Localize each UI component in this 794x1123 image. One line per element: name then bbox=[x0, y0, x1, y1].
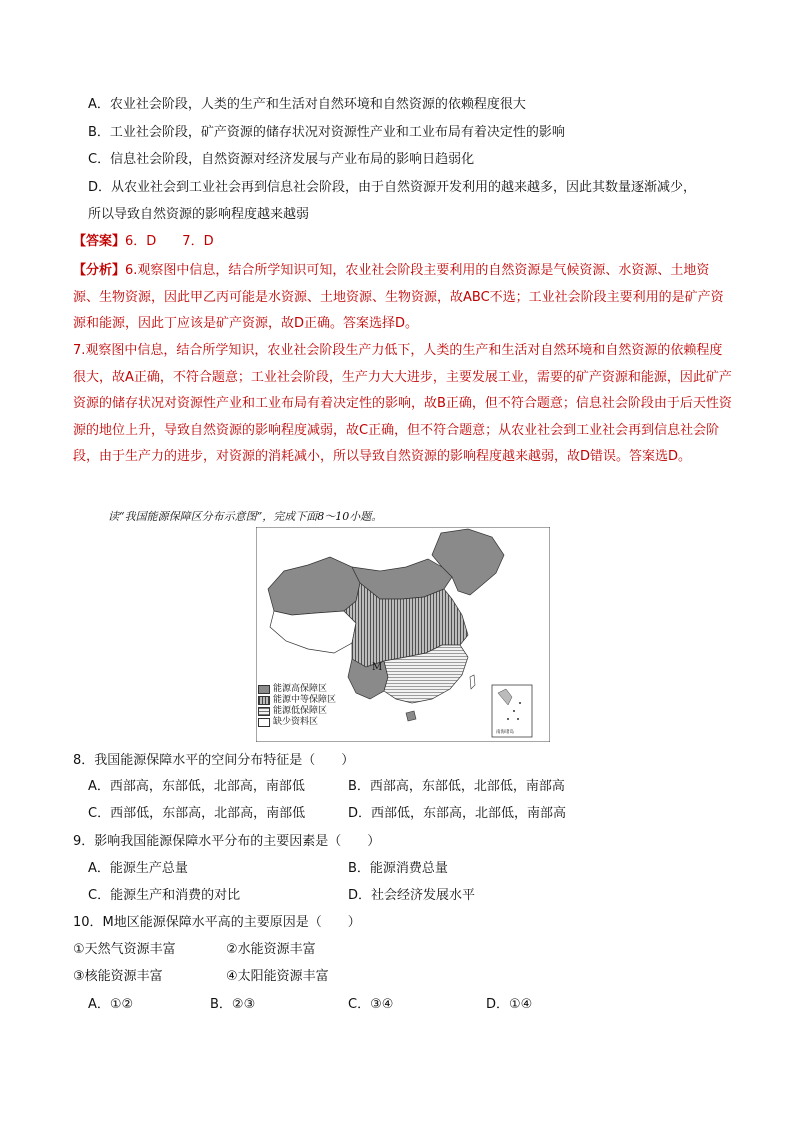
q9-stem: 9．影响我国能源保障水平分布的主要因素是（ ） bbox=[73, 834, 381, 849]
q7-option-d: D．从农业社会到工业社会再到信息社会阶段，由于自然资源开发利用的越来越多，因此其数量逐渐减少， bbox=[88, 180, 697, 195]
q7-option-c: C．信息社会阶段，自然资源对经济发展与产业布局的影响日趋弱化 bbox=[88, 152, 475, 167]
legend-high: 能源高保障区 bbox=[273, 684, 328, 694]
q10-option-c: C．③④ bbox=[348, 997, 394, 1012]
analysis-label: 【分析】 bbox=[73, 263, 126, 278]
legend-swatch-medium bbox=[258, 696, 270, 705]
q10-option-a: A．①② bbox=[88, 997, 134, 1012]
legend-swatch-missing bbox=[258, 718, 270, 727]
map-legend bbox=[258, 684, 336, 728]
q9-option-b: B．能源消费总量 bbox=[348, 861, 448, 876]
analysis-7: 7.观察图中信息，结合所学知识，农业社会阶段生产力低下，人类的生产和生活对自然环境和自然资源的依赖程度很大，故A正确，不符合题意；工业社会阶段，生产力大大进步，主要发展工业，需要的矿产资源和能源，因此矿产资源的储存状况对资源性产业和工业布局有着决定性的影响，故B正确，但不符合题意；信息社会阶段由于后天性资源的地位上升，导致自然资源的影响程度减弱，故C正确，但不符合题意；从农业社会到工业社会再到信息社会阶段，由于生产力的进步，对资源的消耗减小，所以导致自然资源的影响程度越来越弱，故D错误。答案选D。 bbox=[73, 343, 732, 464]
q8-option-b: B．西部高，东部低，北部低，南部高 bbox=[348, 779, 565, 794]
q10-stem: 10．M地区能源保障水平高的主要原因是（ ） bbox=[73, 915, 361, 930]
q8-stem: 8．我国能源保障水平的空间分布特征是（ ） bbox=[73, 753, 355, 768]
legend-low: 能源低保障区 bbox=[273, 706, 328, 716]
analysis-6-text: 6.观察图中信息，结合所学知识可知，农业社会阶段主要利用的自然资源是气候资源、水资源、土地资源、生物资源，因此甲乙丙可能是水资源、土地资源、生物资源，故ABC不选；工业社会阶段主要利用的是矿产资源和能源，因此丁应该是矿产资源，故D正确。答案选择D。 bbox=[73, 263, 724, 331]
q9-option-c: C．能源生产和消费的对比 bbox=[88, 888, 241, 903]
analysis-6 bbox=[73, 258, 733, 338]
q7-option-b: B．工业社会阶段，矿产资源的储存状况对资源性产业和工业布局有着决定性的影响 bbox=[88, 125, 565, 140]
legend-swatch-low bbox=[258, 707, 270, 716]
m-label: M bbox=[372, 662, 383, 673]
q7-option-d-cont: 所以导致自然资源的影响程度越来越弱 bbox=[88, 207, 310, 222]
q9-option-a: A．能源生产总量 bbox=[88, 861, 188, 876]
legend-swatch-high bbox=[258, 685, 270, 694]
q8-option-c: C．西部低，东部高，北部高，南部低 bbox=[88, 806, 306, 821]
legend-medium: 能源中等保障区 bbox=[273, 695, 337, 705]
region-hainan bbox=[406, 711, 416, 721]
q10-option-d: D．①④ bbox=[486, 997, 533, 1012]
q10-item-4: ④太阳能资源丰富 bbox=[226, 969, 329, 984]
answer-text: 6．D 7．D bbox=[125, 234, 214, 249]
answer-line bbox=[73, 232, 214, 252]
answer-label: 【答案】 bbox=[73, 234, 126, 249]
q7-option-a: A．农业社会阶段，人类的生产和生活对自然环境和自然资源的依赖程度很大 bbox=[88, 97, 526, 112]
q8-option-a: A．西部高，东部低，北部高，南部低 bbox=[88, 779, 305, 794]
q9-option-d: D．社会经济发展水平 bbox=[348, 888, 476, 903]
q8-option-d: D．西部低，东部高，北部低，南部高 bbox=[348, 806, 567, 821]
inset-label: 南海诸岛 bbox=[496, 730, 514, 735]
q10-item-3: ③核能资源丰富 bbox=[73, 969, 163, 984]
q10-option-b: B．②③ bbox=[210, 997, 256, 1012]
map-intro: 读“我国能源保障区分布示意图”，完成下面8～10小题。 bbox=[108, 510, 383, 523]
legend-missing: 缺少资料区 bbox=[273, 717, 319, 727]
q10-item-1: ①天然气资源丰富 bbox=[73, 942, 176, 957]
q10-item-2: ②水能资源丰富 bbox=[226, 942, 316, 957]
